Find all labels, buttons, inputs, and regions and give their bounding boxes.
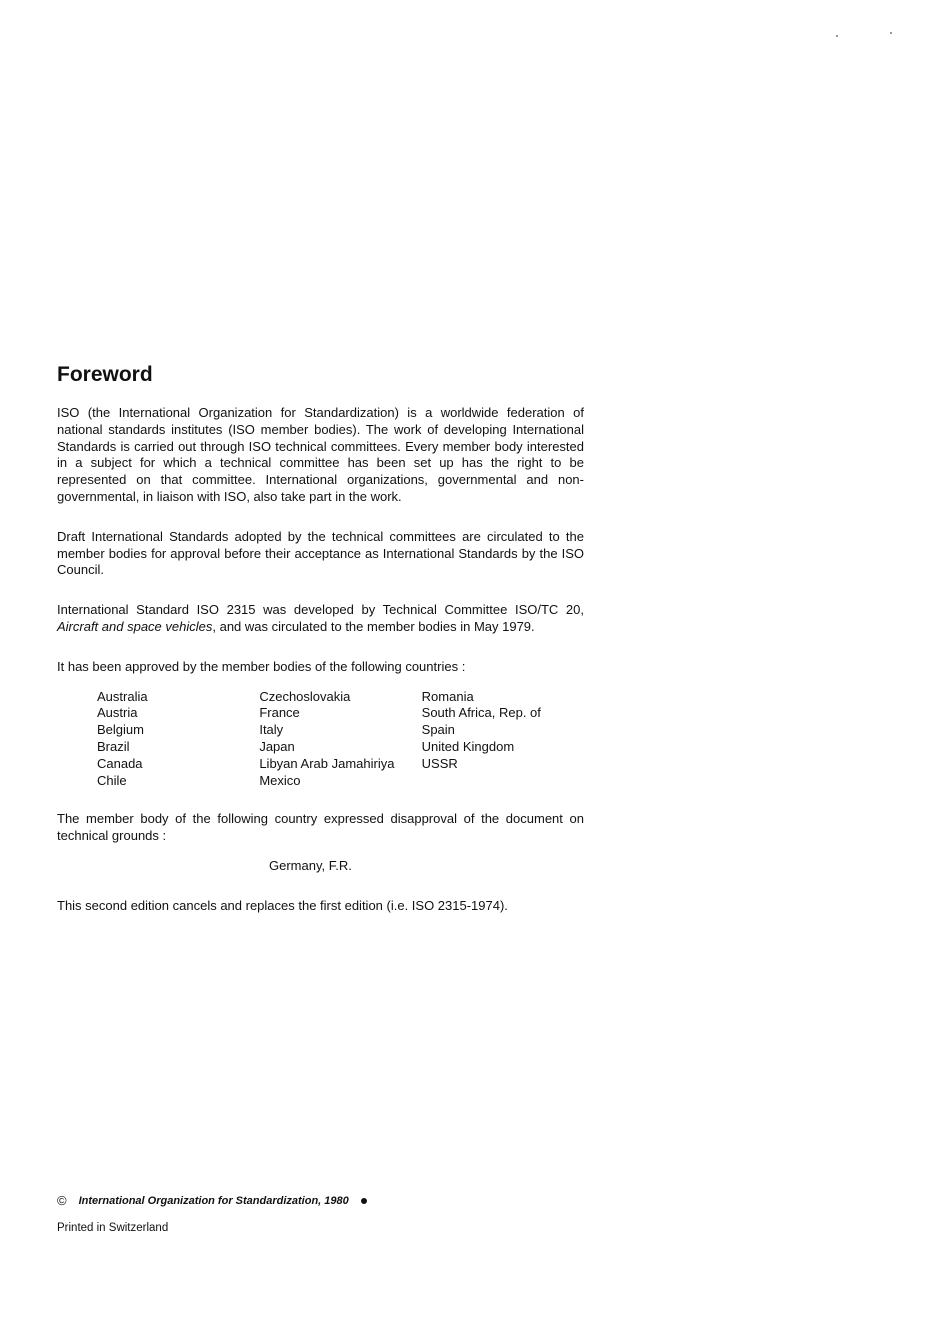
country-name: United Kingdom — [421, 738, 515, 754]
country-name: Japan — [259, 738, 295, 754]
approval-intro: It has been approved by the member bodies of the following countries : — [57, 658, 466, 674]
committee-subject: Aircraft and space vehicles — [57, 618, 213, 634]
country-column — [259, 689, 421, 790]
page-footer — [57, 1193, 367, 1234]
scan-speck — [890, 32, 892, 34]
edition-note: This second edition cancels and replaces the first edition (i.e. ISO 2315-1974). — [57, 897, 508, 913]
paragraph-standard-origin — [57, 602, 584, 636]
paragraph-draft-standards: Draft International Standards adopted by the technical committees are circulated to the member bodies for approval before their acceptance as International Standards by the ISO Council. — [57, 528, 584, 578]
country-name: Libyan Arab Jamahiriya — [259, 755, 395, 771]
copyright-icon: © — [57, 1193, 67, 1208]
country-name: Chile — [97, 772, 127, 788]
country-column — [422, 689, 584, 790]
section-title: Foreword — [57, 363, 153, 386]
copyright-text: International Organization for Standardization, 1980 — [78, 1194, 349, 1207]
country-name: Spain — [421, 722, 455, 738]
scan-speck — [836, 35, 838, 37]
country-name: Mexico — [259, 772, 301, 788]
disapproval-intro: The member body of the following country expressed disapproval of the document on technical grounds : — [57, 811, 584, 844]
copyright-line — [57, 1193, 367, 1208]
country-name: Brazil — [97, 738, 130, 754]
standard-origin-tail: , and was circulated to the member bodies in May 1979. — [212, 618, 535, 634]
country-name: Austria — [97, 705, 138, 721]
paragraph-iso-intro: ISO (the International Organization for Standardization) is a worldwide federation of national standards institutes (ISO member bodies). The work of developing International Standards is carried out through ISO technical committees. Every member body interested in a subject for which a technical committee has been set up has the right to be represented on that committee. International organizations, governmental and non-governmental, in liaison with ISO, also take part in the work. — [57, 405, 584, 504]
country-name: Italy — [259, 722, 284, 738]
country-name: Belgium — [97, 722, 144, 738]
disapproving-country: Germany, F.R. — [269, 857, 352, 873]
country-name: Czechoslovakia — [259, 688, 351, 704]
foreword-section — [57, 362, 584, 915]
country-name: Australia — [97, 688, 148, 704]
country-name: USSR — [421, 755, 458, 771]
country-name: Romania — [421, 688, 474, 704]
country-name: South Africa, Rep. of — [421, 705, 541, 721]
approving-countries-list — [97, 689, 584, 790]
standard-origin-text: International Standard ISO 2315 was developed by Technical Committee ISO/TC 20, — [57, 602, 584, 618]
country-column — [97, 689, 259, 790]
printed-note: Printed in Switzerland — [57, 1222, 169, 1234]
country-name: Canada — [97, 755, 143, 771]
bullet-icon — [361, 1198, 367, 1204]
country-name: France — [259, 705, 300, 721]
